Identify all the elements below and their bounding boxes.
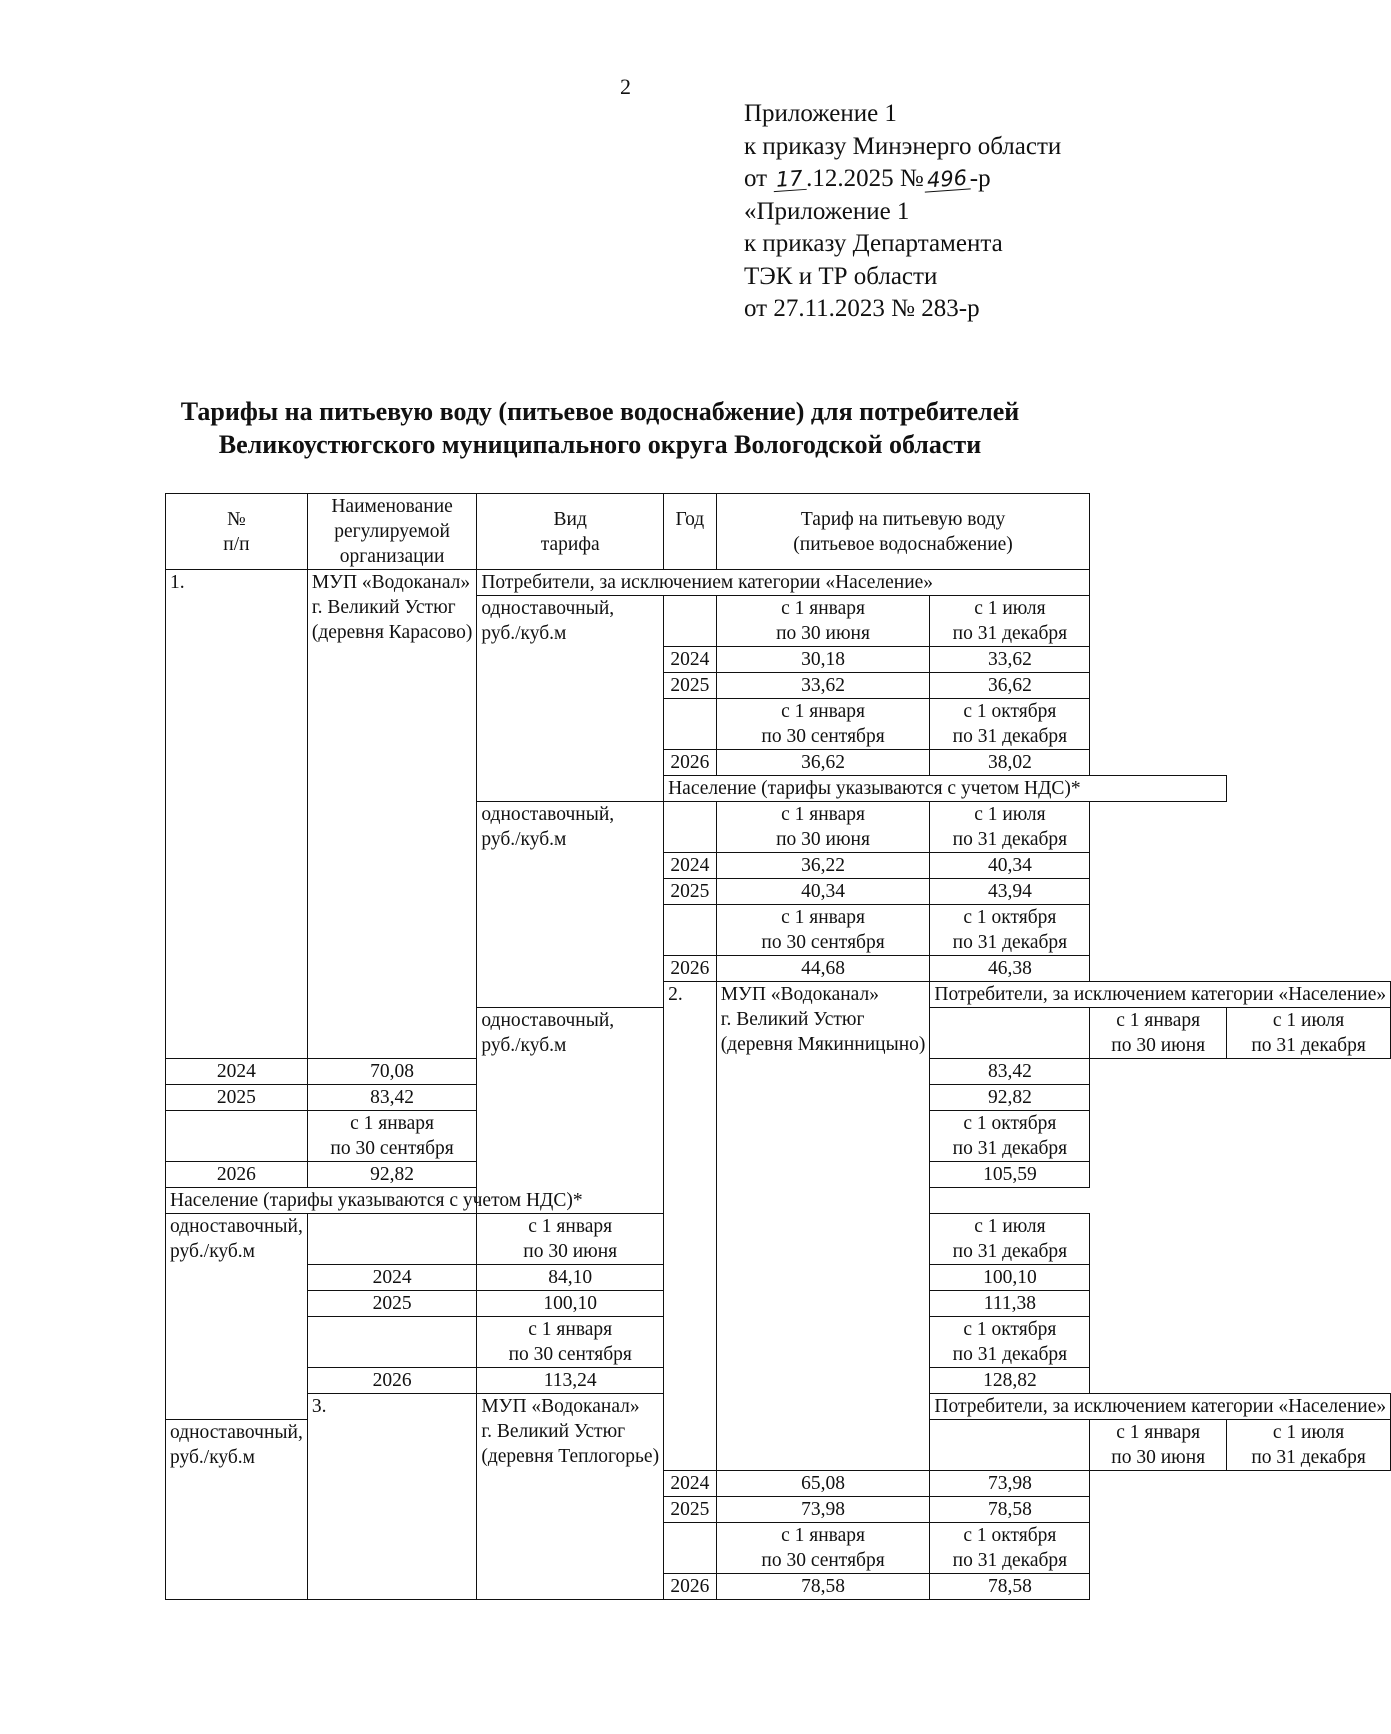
tariff-type-line: руб./куб.м <box>170 1241 256 1262</box>
tariff-value: 36,62 <box>930 673 1090 699</box>
period-jan-sep-line: по 30 сентября <box>761 726 885 747</box>
year-cell: 2024 <box>307 1265 477 1291</box>
period-jan-sep <box>716 699 930 750</box>
tariff-table <box>165 493 1391 1600</box>
period-oct-dec-line: по 31 декабря <box>952 726 1068 747</box>
period-jan-sep-line: с 1 января <box>528 1319 613 1340</box>
period-oct-dec-line: с 1 октября <box>963 701 1057 722</box>
tariff-table-body <box>166 494 1391 1600</box>
tariff-value: 40,34 <box>716 879 930 905</box>
tariff-value: 83,42 <box>307 1085 477 1111</box>
period-jul-dec <box>930 802 1090 853</box>
period-oct-dec <box>930 1523 1090 1574</box>
period-oct-dec-line: с 1 октября <box>963 907 1057 928</box>
tariff-type <box>477 596 664 802</box>
year-cell <box>307 1214 477 1265</box>
year-cell <box>664 1523 717 1574</box>
tariff-type-line: руб./куб.м <box>481 1035 567 1056</box>
tariff-value: 38,02 <box>930 750 1090 776</box>
period-jul-dec-line: с 1 июля <box>1272 1422 1345 1443</box>
year-cell <box>930 1008 1090 1059</box>
tariff-type <box>166 1214 308 1420</box>
org-number: 1. <box>166 570 308 1059</box>
period-oct-dec <box>930 1111 1090 1162</box>
header-year: Год <box>664 494 717 570</box>
period-jan-jun <box>716 596 930 647</box>
period-jan-sep-line: с 1 января <box>781 701 865 722</box>
tariff-type <box>477 1008 664 1214</box>
document-title <box>0 395 1200 461</box>
tariff-value: 100,10 <box>930 1265 1090 1291</box>
period-jul-dec-line: по 31 декабря <box>1251 1447 1366 1468</box>
year-cell: 2026 <box>664 1574 717 1600</box>
year-cell: 2026 <box>166 1162 308 1188</box>
tariff-value: 65,08 <box>716 1471 930 1497</box>
page-number: 2 <box>620 74 631 99</box>
title-line: Великоустюгского муниципального округа Вологодской области <box>218 430 982 459</box>
org-name <box>307 570 477 1059</box>
period-jan-sep-line: по 30 сентября <box>508 1344 632 1365</box>
tariff-value: 78,58 <box>930 1574 1090 1600</box>
tariff-value: 36,22 <box>716 853 930 879</box>
year-cell: 2025 <box>664 1497 717 1523</box>
org-name-line: МУП «Водоканал» <box>481 1396 640 1417</box>
tariff-value: 92,82 <box>930 1085 1090 1111</box>
year-cell <box>307 1317 477 1368</box>
tariff-value: 128,82 <box>930 1368 1090 1394</box>
category-row <box>166 570 1391 596</box>
tariff-value: 46,38 <box>930 956 1090 982</box>
period-jul-dec-line: с 1 июля <box>974 598 1046 619</box>
period-jul-dec <box>930 596 1090 647</box>
org-name-line: (деревня Мякинницыно) <box>720 1034 926 1055</box>
consumer-category: Население (тарифы указываются с учетом НДС)* <box>664 776 1227 802</box>
org-name-line: (деревня Теплогорье) <box>481 1446 660 1467</box>
period-jan-sep-line: с 1 января <box>781 907 865 928</box>
tariff-value: 113,24 <box>477 1368 664 1394</box>
year-cell: 2024 <box>166 1059 308 1085</box>
period-jan-jun-line: по 30 июня <box>523 1241 618 1262</box>
handwritten-order-number: 496 <box>923 166 971 192</box>
period-jul-dec-line: по 31 декабря <box>1251 1035 1366 1056</box>
title-line: Тарифы на питьевую воду (питьевое водоснабжение) для потребителей <box>180 397 1020 426</box>
tariff-value: 43,94 <box>930 879 1090 905</box>
org-number: 2. <box>664 982 717 1471</box>
appendix-date-line <box>744 163 1061 196</box>
table-header-row <box>166 494 1391 570</box>
period-oct-dec-line: с 1 октября <box>963 1113 1057 1134</box>
tariff-value: 100,10 <box>477 1291 664 1317</box>
period-jul-dec <box>1227 1008 1391 1059</box>
period-jan-jun <box>1090 1420 1227 1471</box>
period-oct-dec <box>930 699 1090 750</box>
org-number: 3. <box>307 1394 477 1600</box>
period-jan-sep-line: с 1 января <box>350 1113 435 1134</box>
header-tariff: Тариф на питьевую воду (питьевое водоснабжение) <box>716 494 1090 570</box>
period-jan-jun <box>477 1214 664 1265</box>
appendix-date-middle: .12.2025 № <box>806 165 924 192</box>
period-jul-dec-line: с 1 июля <box>974 1216 1046 1237</box>
tariff-type-line: одноставочный, <box>481 804 615 825</box>
period-jan-sep-line: по 30 сентября <box>761 1550 885 1571</box>
period-jan-sep <box>477 1317 664 1368</box>
appendix-line: от 27.11.2023 № 283-р <box>744 295 980 322</box>
tariff-value: 78,58 <box>716 1574 930 1600</box>
tariff-value: 92,82 <box>307 1162 477 1188</box>
appendix-line: к приказу Минэнерго области <box>744 132 1062 160</box>
consumer-category: Потребители, за исключением категории «Население» <box>930 982 1391 1008</box>
period-jan-sep <box>716 905 930 956</box>
period-jul-dec <box>930 1214 1090 1265</box>
period-jul-dec-line: по 31 декабря <box>952 829 1068 850</box>
appendix-date-suffix: -р <box>969 165 991 192</box>
period-oct-dec <box>930 1317 1090 1368</box>
period-jul-dec-line: по 31 декабря <box>952 623 1068 644</box>
tariff-value: 73,98 <box>716 1497 930 1523</box>
appendix-reference <box>744 98 1061 326</box>
period-oct-dec-line: по 31 декабря <box>952 1138 1068 1159</box>
period-jan-jun <box>716 802 930 853</box>
appendix-line: Приложение 1 <box>744 100 897 127</box>
period-oct-dec-line: по 31 декабря <box>952 932 1068 953</box>
year-cell: 2026 <box>307 1368 477 1394</box>
tariff-value: 44,68 <box>716 956 930 982</box>
consumer-category: Потребители, за исключением категории «Население» <box>930 1394 1391 1420</box>
period-jan-sep-line: по 30 сентября <box>761 932 885 953</box>
period-jan-jun-line: с 1 января <box>1116 1010 1201 1031</box>
year-cell: 2024 <box>664 853 717 879</box>
period-jan-jun <box>1090 1008 1227 1059</box>
period-oct-dec-line: по 31 декабря <box>952 1344 1068 1365</box>
tariff-value: 111,38 <box>930 1291 1090 1317</box>
tariff-type <box>166 1420 308 1600</box>
tariff-value: 36,62 <box>716 750 930 776</box>
header-number: № п/п <box>166 494 308 570</box>
tariff-value: 33,62 <box>716 673 930 699</box>
tariff-type-line: руб./куб.м <box>170 1447 256 1468</box>
period-jan-jun-line: с 1 января <box>781 804 865 825</box>
year-cell: 2026 <box>664 750 717 776</box>
period-jan-sep-line: с 1 января <box>781 1525 865 1546</box>
appendix-line: ТЭК и ТР области <box>744 262 938 290</box>
year-cell: 2026 <box>664 956 717 982</box>
header-organization: Наименование регулируемой организации <box>307 494 477 570</box>
appendix-line: к приказу Департамента <box>744 230 1003 257</box>
tariff-value: 83,42 <box>930 1059 1090 1085</box>
tariff-value: 33,62 <box>930 647 1090 673</box>
tariff-type-line: одноставочный, <box>170 1422 303 1443</box>
period-jan-sep <box>307 1111 477 1162</box>
appendix-date-prefix: от <box>744 165 774 192</box>
tariff-type <box>477 802 664 1008</box>
period-oct-dec-line: по 31 декабря <box>952 1550 1068 1571</box>
tariff-type-line: руб./куб.м <box>481 829 567 850</box>
period-oct-dec <box>930 905 1090 956</box>
tariff-type-line: одноставочный, <box>481 598 615 619</box>
tariff-value: 40,34 <box>930 853 1090 879</box>
period-jan-sep <box>716 1523 930 1574</box>
header-tariff-type: Вид тарифа <box>477 494 664 570</box>
year-cell <box>930 1420 1090 1471</box>
handwritten-day: 17 <box>773 167 807 192</box>
org-name <box>477 1394 664 1600</box>
consumer-category: Потребители, за исключением категории «Население» <box>477 570 1090 596</box>
year-cell <box>664 596 717 647</box>
period-jan-jun-line: по 30 июня <box>1111 1447 1206 1468</box>
appendix-line: «Приложение 1 <box>744 197 910 225</box>
year-cell: 2024 <box>664 647 717 673</box>
org-name-line: г. Великий Устюг <box>311 597 456 618</box>
org-name <box>716 982 930 1471</box>
tariff-value: 105,59 <box>930 1162 1090 1188</box>
year-cell: 2025 <box>307 1291 477 1317</box>
period-jul-dec <box>1227 1420 1391 1471</box>
tariff-type-line: одноставочный, <box>481 1010 615 1031</box>
year-cell <box>664 699 717 750</box>
period-jan-jun-line: с 1 января <box>781 598 865 619</box>
tariff-type-line: руб./куб.м <box>481 623 567 644</box>
period-jan-jun-line: по 30 июня <box>1111 1035 1206 1056</box>
period-jul-dec-line: по 31 декабря <box>952 1241 1068 1262</box>
org-name-line: (деревня Карасово) <box>311 622 473 643</box>
year-cell <box>166 1111 308 1162</box>
org-name-line: МУП «Водоканал» <box>720 984 879 1005</box>
period-oct-dec-line: с 1 октября <box>963 1319 1057 1340</box>
year-cell <box>664 802 717 853</box>
tariff-value: 30,18 <box>716 647 930 673</box>
period-jul-dec-line: с 1 июля <box>1272 1010 1345 1031</box>
year-cell: 2025 <box>664 879 717 905</box>
period-jan-jun-line: с 1 января <box>528 1216 613 1237</box>
period-jan-jun-line: по 30 июня <box>776 829 870 850</box>
year-cell: 2024 <box>664 1471 717 1497</box>
org-name-line: МУП «Водоканал» <box>311 572 471 593</box>
period-jan-jun-line: с 1 января <box>1116 1422 1201 1443</box>
tariff-value: 73,98 <box>930 1471 1090 1497</box>
year-cell <box>664 905 717 956</box>
tariff-value: 70,08 <box>307 1059 477 1085</box>
tariff-value: 84,10 <box>477 1265 664 1291</box>
consumer-category: Население (тарифы указываются с учетом НДС)* <box>166 1188 717 1214</box>
org-name-line: г. Великий Устюг <box>720 1009 865 1030</box>
period-jan-jun-line: по 30 июня <box>776 623 870 644</box>
org-name-line: г. Великий Устюг <box>481 1421 626 1442</box>
year-cell: 2025 <box>166 1085 308 1111</box>
tariff-type-line: одноставочный, <box>170 1216 303 1237</box>
period-jan-sep-line: по 30 сентября <box>330 1138 454 1159</box>
year-cell: 2025 <box>664 673 717 699</box>
period-oct-dec-line: с 1 октября <box>963 1525 1057 1546</box>
period-jul-dec-line: с 1 июля <box>974 804 1046 825</box>
tariff-value: 78,58 <box>930 1497 1090 1523</box>
